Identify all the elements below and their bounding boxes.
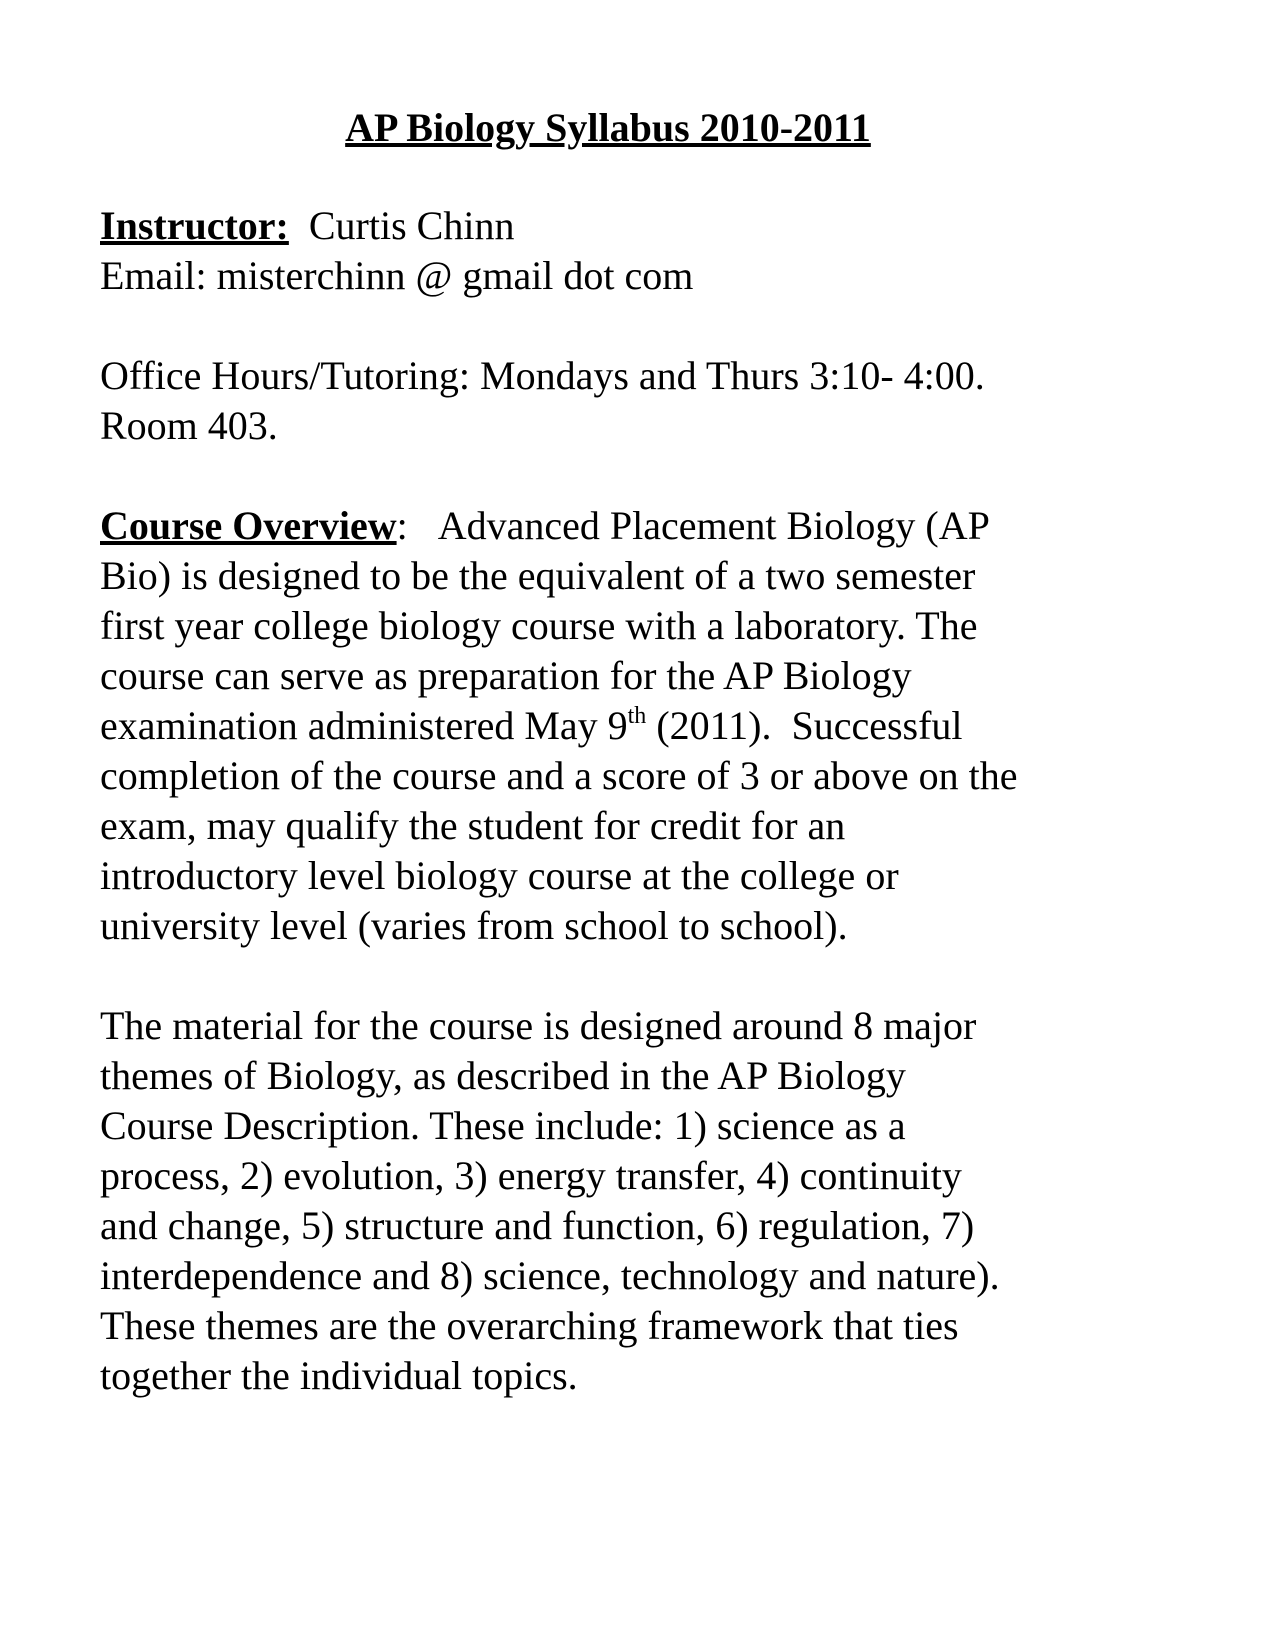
instructor-label: Instructor: xyxy=(100,203,289,248)
themes-line: themes of Biology, as described in the AP Biology xyxy=(100,1053,906,1098)
themes-line: These themes are the overarching framework that ties xyxy=(100,1303,959,1348)
instructor-section xyxy=(100,201,1150,301)
overview-line: university level (varies from school to school). xyxy=(100,903,848,948)
office-hours-line: Office Hours/Tutoring: Mondays and Thurs 3:10- 4:00. xyxy=(100,353,985,398)
instructor-email: Email: misterchinn @ gmail dot com xyxy=(100,253,694,298)
overview-line xyxy=(100,701,1150,751)
superscript: th xyxy=(627,703,647,729)
document-title: AP Biology Syllabus 2010-2011 xyxy=(345,105,871,150)
overview-line: introductory level biology course at the college or xyxy=(100,853,899,898)
themes-line: and change, 5) structure and function, 6) regulation, 7) xyxy=(100,1203,975,1248)
office-hours-section xyxy=(100,351,1150,451)
overview-line: course can serve as preparation for the AP Biology xyxy=(100,653,912,698)
overview-colon: : xyxy=(396,503,408,548)
overview-text: Advanced Placement Biology (AP xyxy=(437,503,990,548)
instructor-line xyxy=(100,201,1150,251)
overview-line: Bio) is designed to be the equivalent of a two semester xyxy=(100,553,976,598)
overview-text: examination administered May 9 xyxy=(100,703,628,748)
overview-line: completion of the course and a score of 3 or above on the xyxy=(100,753,1018,798)
overview-line: first year college biology course with a laboratory. The xyxy=(100,603,978,648)
themes-line: process, 2) evolution, 3) energy transfer, 4) continuity xyxy=(100,1153,962,1198)
course-overview-section xyxy=(100,501,1150,951)
themes-line: Course Description. These include: 1) science as a xyxy=(100,1103,906,1148)
overview-line xyxy=(100,501,1150,551)
themes-line: The material for the course is designed around 8 major xyxy=(100,1003,977,1048)
course-overview-label: Course Overview xyxy=(100,503,397,548)
instructor-name: Curtis Chinn xyxy=(308,203,515,248)
themes-line: together the individual topics. xyxy=(100,1353,578,1398)
overview-line: exam, may qualify the student for credit for an xyxy=(100,803,846,848)
overview-text: (2011). Successful xyxy=(646,703,963,748)
themes-line: interdependence and 8) science, technology and nature). xyxy=(100,1253,1000,1298)
office-room-line: Room 403. xyxy=(100,403,278,448)
themes-section xyxy=(100,1001,1150,1401)
